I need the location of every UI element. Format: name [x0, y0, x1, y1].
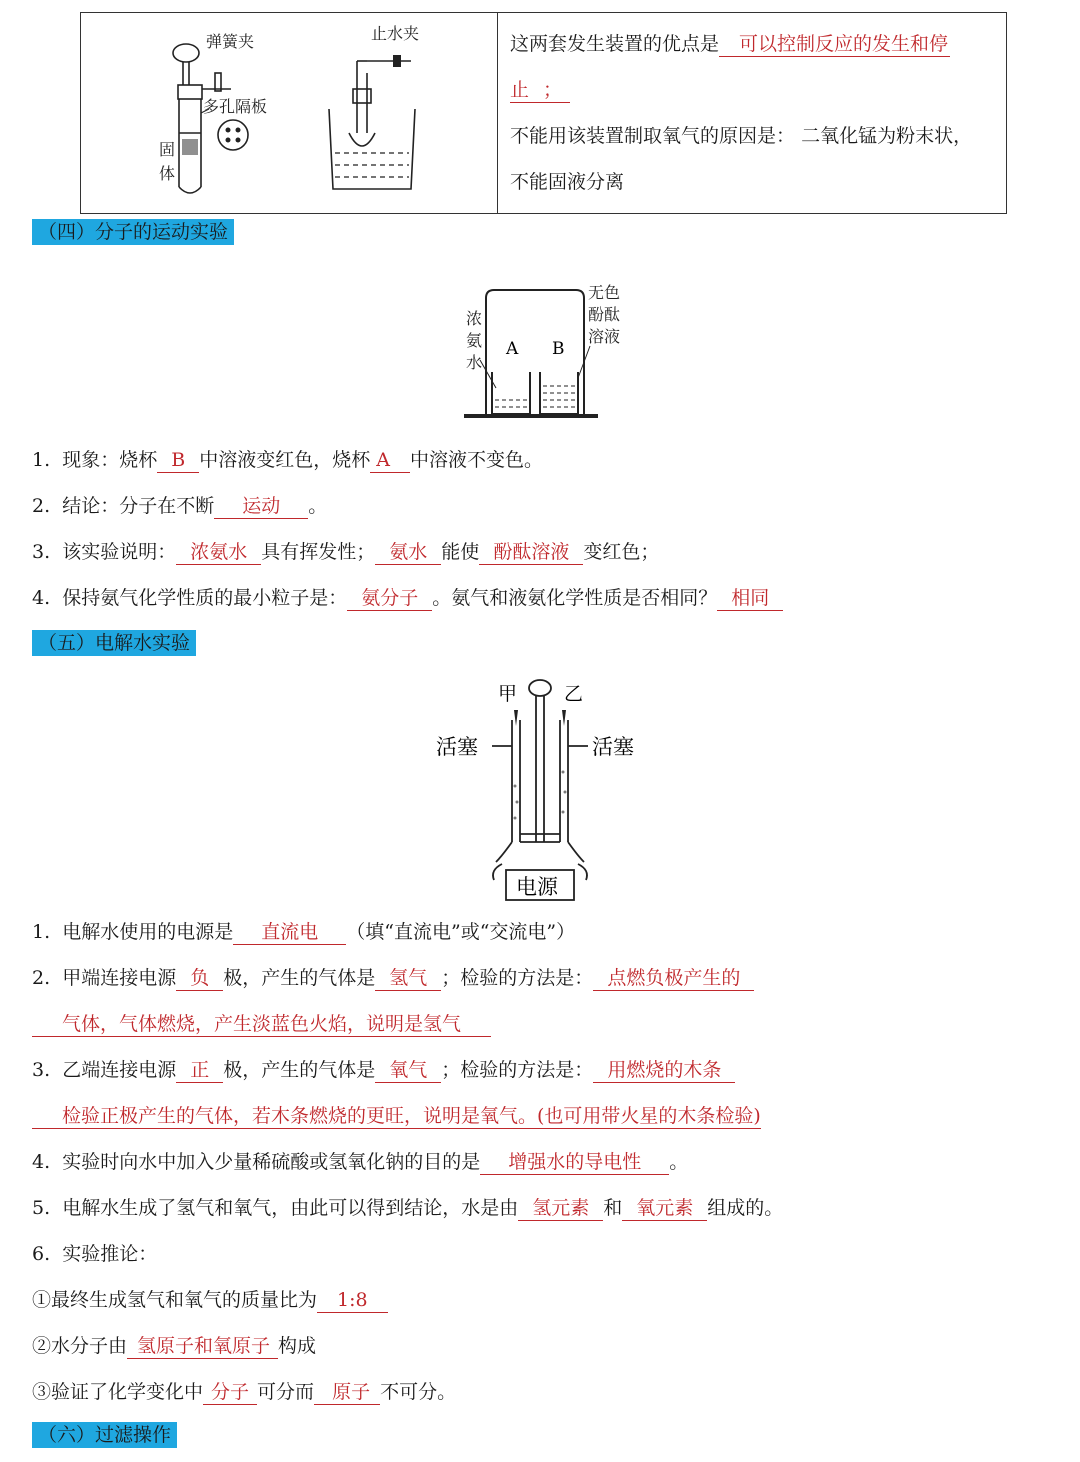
item-text: 水分子由 — [51, 1335, 128, 1357]
reason-line-2 — [510, 159, 996, 205]
answer-blank: 分子 — [203, 1380, 257, 1405]
item-number: 6. — [32, 1243, 51, 1265]
yi-label: 乙 — [564, 683, 584, 705]
item-number: 1. — [32, 449, 51, 471]
advantage-answer-2: 止 — [510, 78, 543, 103]
item-text: 实验时向水中加入少量稀硫酸或氢氧化钠的目的是 — [62, 1151, 481, 1173]
beaker-a-label: A — [506, 339, 519, 359]
electrolysis-diagram — [432, 676, 652, 902]
s5-inference-2 — [32, 1333, 316, 1359]
perforated-plate-label: 多孔隔板 — [203, 97, 268, 116]
answer-blank: 相同 — [717, 586, 783, 611]
item-text: 该实验说明： — [62, 541, 177, 563]
item-text: 电解水使用的电源是 — [62, 921, 234, 943]
phenolphthalein-label-3: 溶液 — [588, 327, 621, 346]
solid-label-2: 体 — [159, 164, 176, 183]
water-clip-label: 止水夹 — [371, 24, 420, 43]
answer-blank: 正 — [176, 1058, 223, 1083]
s5-item-2 — [32, 965, 754, 991]
item-text: 变红色； — [583, 541, 660, 563]
item-text: 和 — [603, 1197, 623, 1219]
answer-blank: 1:8 — [317, 1288, 388, 1313]
item-text: 保持氨气化学性质的最小粒子是： — [62, 587, 348, 609]
section-6-title: （六）过滤操作 — [32, 1422, 177, 1448]
answer-blank: 点燃负极产生的 — [593, 966, 754, 991]
answer-blank: 氧元素 — [622, 1196, 707, 1221]
item-number: 4. — [32, 587, 51, 609]
item-text: 验证了化学变化中 — [51, 1381, 204, 1403]
item-number: 2. — [32, 495, 51, 517]
item-text: 极，产生的气体是 — [223, 967, 376, 989]
item-text: （填“直流电”或“交流电”） — [346, 921, 576, 943]
advantage-line — [510, 21, 996, 67]
inference-mark: ① — [32, 1289, 52, 1311]
spring-clip-label: 弹簧夹 — [206, 32, 255, 51]
answer-blank: 氢元素 — [518, 1196, 603, 1221]
left-stopcock-label: 活塞 — [436, 735, 478, 759]
s5-inference-1 — [32, 1287, 388, 1313]
item-text: 中溶液不变色。 — [409, 449, 543, 471]
advantage-suffix: ； — [543, 78, 570, 103]
item-text: 不可分。 — [380, 1381, 457, 1403]
item-text: 甲端连接电源 — [62, 967, 177, 989]
item-text: 极，产生的气体是 — [223, 1059, 376, 1081]
apparatus-table — [80, 12, 1007, 214]
answer-blank: 氧气 — [375, 1058, 441, 1083]
s4-item-1 — [32, 447, 543, 473]
reason-answer-2: 不能固液分离 — [510, 171, 625, 193]
item-text: 结论：分子在不断 — [62, 495, 215, 517]
beaker-b-label: B — [552, 339, 565, 359]
item-text: 现象：烧杯 — [62, 449, 158, 471]
item-text: ；检验的方法是： — [441, 967, 594, 989]
ammonia-label-1: 浓 — [466, 309, 483, 328]
item-number: 3. — [32, 541, 51, 563]
reason-line — [510, 113, 996, 159]
advantage-line-2 — [510, 67, 996, 113]
advantage-answer-1: 可以控制反应的发生和停 — [719, 32, 950, 57]
item-text: 中溶液变红色，烧杯 — [199, 449, 371, 471]
s5-item-1 — [32, 919, 575, 945]
item-text: 。 — [308, 495, 328, 517]
answer-blank: 酚酞溶液 — [479, 540, 583, 565]
item-text: 具有挥发性； — [261, 541, 376, 563]
right-stopcock-label: 活塞 — [592, 735, 634, 759]
item-text: 。 — [669, 1151, 689, 1173]
item-text: 能使 — [441, 541, 480, 563]
section-4-title: （四）分子的运动实验 — [32, 219, 234, 245]
item-text: 最终生成氢气和氧气的质量比为 — [51, 1289, 318, 1311]
item-text: 构成 — [278, 1335, 317, 1357]
molecular-motion-diagram — [440, 276, 640, 422]
answer-blank: 增强水的导电性 — [480, 1150, 669, 1175]
power-supply-label: 电源 — [516, 875, 558, 899]
item-number: 1. — [32, 921, 51, 943]
s5-item-6 — [32, 1241, 157, 1267]
answer-blank: 负 — [176, 966, 223, 991]
generator-apparatus-diagram — [81, 13, 497, 209]
reason-prefix: 不能用该装置制取氧气的原因是： — [510, 125, 796, 147]
s5-inference-3 — [32, 1379, 456, 1405]
item-text: 。氨气和液氨化学性质是否相同？ — [432, 587, 718, 609]
s4-item-3 — [32, 539, 659, 565]
phenolphthalein-label-1: 无色 — [588, 283, 621, 302]
answer-blank: 原子 — [314, 1380, 380, 1405]
apparatus-diagram-cell — [81, 13, 498, 214]
s5-item-5 — [32, 1195, 783, 1221]
item-number: 2. — [32, 967, 51, 989]
answer-blank: 氢气 — [375, 966, 441, 991]
s5-item-3 — [32, 1057, 735, 1083]
answer-blank: 氢原子和氧原子 — [127, 1334, 278, 1359]
apparatus-text-cell — [498, 13, 1007, 214]
inference-mark: ③ — [32, 1381, 52, 1403]
item-text: ；检验的方法是： — [441, 1059, 594, 1081]
solid-label-1: 固 — [159, 140, 176, 159]
answer-blank: 运动 — [214, 494, 308, 519]
s5-item-4 — [32, 1149, 688, 1175]
inference-mark: ② — [32, 1335, 52, 1357]
jia-label: 甲 — [498, 683, 518, 705]
item-text: 组成的。 — [707, 1197, 784, 1219]
s5-item-3-cont — [32, 1103, 761, 1129]
answer-blank: B — [157, 448, 199, 473]
s4-item-4 — [32, 585, 783, 611]
answer-blank: A — [370, 448, 410, 473]
item-text: 可分而 — [257, 1381, 315, 1403]
answer-blank: 检验正极产生的气体，若木条燃烧的更旺，说明是氧气。(也可用带火星的木条检验) — [32, 1104, 761, 1129]
answer-blank: 浓氨水 — [176, 540, 261, 565]
phenolphthalein-label-2: 酚酞 — [588, 305, 621, 324]
reason-answer-1: 二氧化锰为粉末状， — [801, 125, 973, 147]
s4-item-2 — [32, 493, 327, 519]
item-text: 电解水生成了氢气和氧气，由此可以得到结论，水是由 — [62, 1197, 519, 1219]
item-number: 5. — [32, 1197, 51, 1219]
s5-item-2-cont — [32, 1011, 491, 1037]
ammonia-label-3: 水 — [466, 353, 483, 372]
answer-blank: 直流电 — [233, 920, 346, 945]
answer-blank: 氨水 — [375, 540, 441, 565]
advantage-prefix: 这两套发生装置的优点是 — [510, 33, 720, 55]
answer-blank: 氨分子 — [347, 586, 432, 611]
ammonia-label-2: 氨 — [466, 331, 483, 350]
item-text: 实验推论： — [62, 1243, 158, 1265]
answer-blank: 气体，气体燃烧，产生淡蓝色火焰，说明是氢气 — [32, 1012, 491, 1037]
item-number: 4. — [32, 1151, 51, 1173]
item-number: 3. — [32, 1059, 51, 1081]
section-5-title: （五）电解水实验 — [32, 630, 196, 656]
item-text: 乙端连接电源 — [62, 1059, 177, 1081]
answer-blank: 用燃烧的木条 — [593, 1058, 735, 1083]
